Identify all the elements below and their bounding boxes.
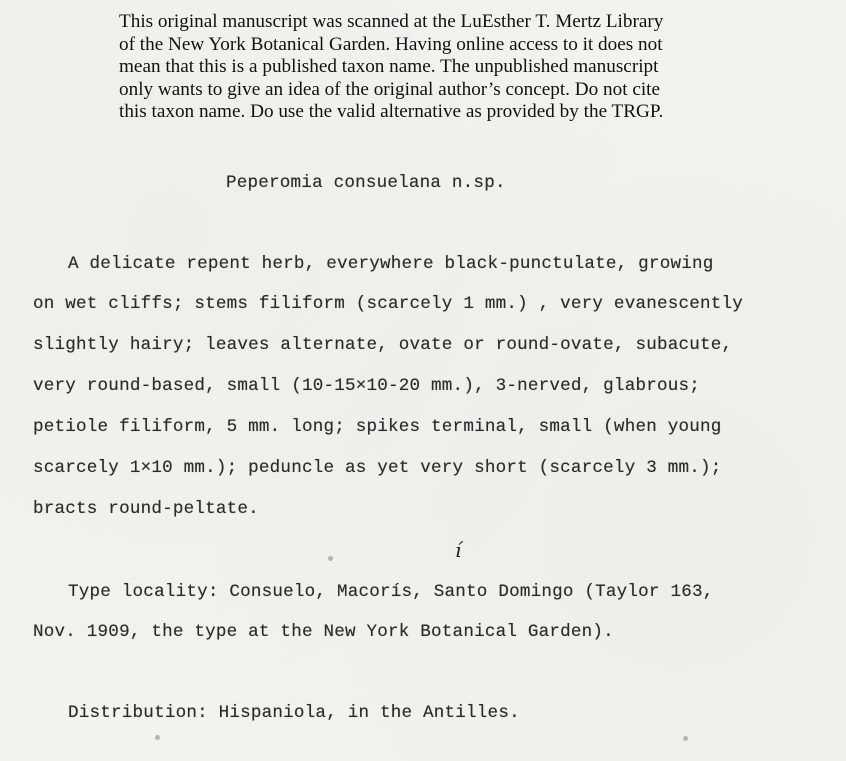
type-locality-line: Type locality: Consuelo, Macorís, Santo Domingo (Taylor 163, — [68, 582, 714, 602]
description-line: very round-based, small (10-15×10-20 mm.), 3-nerved, glabrous; — [33, 376, 700, 396]
paper-speck — [328, 556, 333, 561]
notice-line: this taxon name. Do use the valid alternative as provided by the TRGP. — [119, 101, 664, 123]
notice-line: only wants to give an idea of the original author’s concept. Do not cite — [119, 78, 661, 100]
description-line: slightly hairy; leaves alternate, ovate or round-ovate, subacute, — [33, 335, 733, 355]
species-title: Peperomia consuelana n.sp. — [226, 173, 506, 193]
description-line: petiole filiform, 5 mm. long; spikes terminal, small (when young — [33, 417, 722, 437]
description-line: scarcely 1×10 mm.); peduncle as yet very short (scarcely 3 mm.); — [33, 458, 722, 478]
description-line: A delicate repent herb, everywhere black-punctulate, growing — [68, 254, 714, 274]
library-notice — [119, 11, 759, 124]
notice-line: mean that this is a published taxon name. The unpublished manuscript — [119, 56, 659, 78]
description-line: on wet cliffs; stems filiform (scarcely 1 mm.) , very evanescently — [33, 294, 744, 314]
notice-line: This original manuscript was scanned at the LuEsther T. Mertz Library — [119, 11, 664, 32]
paper-speck — [683, 736, 688, 741]
distribution-line: Distribution: Hispaniola, in the Antilles. — [68, 703, 520, 723]
notice-line: of the New York Botanical Garden. Having online access to it does not — [119, 33, 663, 55]
type-locality-line: Nov. 1909, the type at the New York Botanical Garden). — [33, 622, 614, 642]
paper-speck — [155, 735, 160, 740]
description-line: bracts round-peltate. — [33, 499, 259, 519]
handwritten-correction: í — [455, 538, 462, 562]
